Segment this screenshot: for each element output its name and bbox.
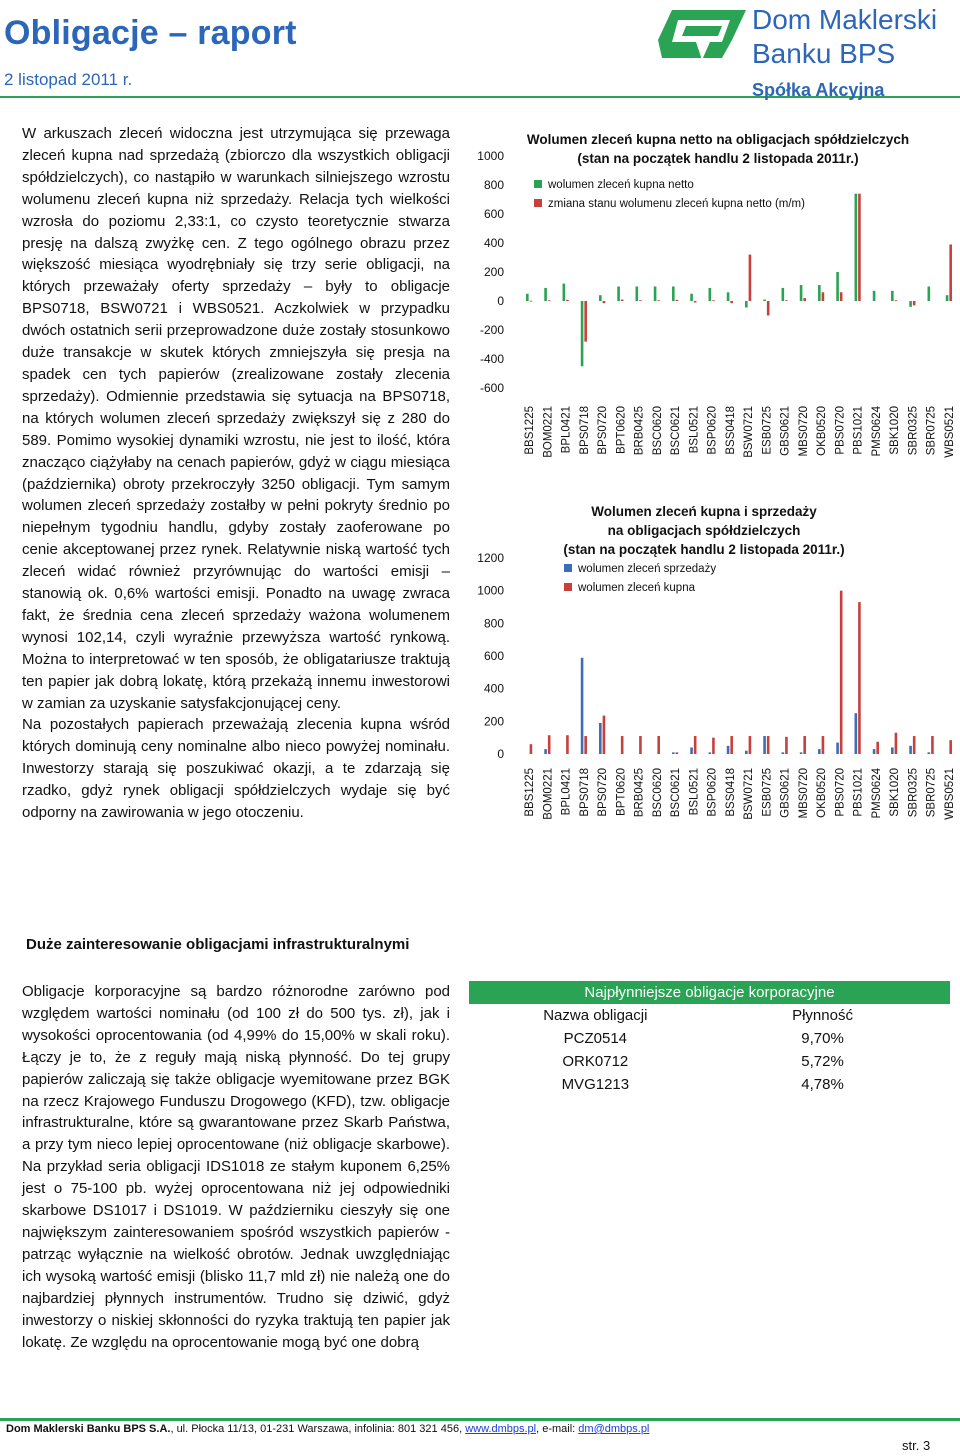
bar (584, 736, 587, 754)
bar (563, 284, 566, 301)
category-label: PMS0624 (870, 768, 883, 819)
page-number: str. 3 (902, 1438, 931, 1453)
category-label: BPT0620 (615, 406, 628, 454)
bar (694, 736, 697, 754)
bar (763, 736, 766, 754)
bar (548, 300, 551, 301)
bond-name: ORK0712 (496, 1050, 695, 1073)
bar (785, 300, 788, 301)
category-label: BSP0620 (706, 768, 719, 817)
bar (803, 736, 806, 754)
bar (603, 716, 606, 754)
category-label: SBK1020 (889, 768, 902, 817)
bar (657, 736, 660, 754)
category-label: WBS0521 (943, 406, 956, 458)
bar (785, 737, 788, 754)
bar (858, 602, 861, 754)
bar (840, 292, 843, 301)
category-label: SBR0325 (907, 406, 920, 456)
legend-label: wolumen zleceń kupna netto (548, 179, 694, 191)
legend-label: zmiana stanu wolumenu zleceń kupna netto (m/m) (548, 198, 805, 210)
category-label: ESB0725 (761, 406, 774, 455)
category-label: ESB0725 (761, 768, 774, 817)
footer-email-link[interactable]: dm@dmbps.pl (578, 1423, 650, 1435)
bar (931, 736, 934, 754)
bond-name: MVG1213 (496, 1073, 695, 1096)
category-label: BSL0521 (688, 768, 701, 816)
bar (544, 288, 547, 301)
category-label: BPL0421 (560, 406, 573, 454)
section-heading: Duże zainteresowanie obligacjami infrastrukturalnymi (26, 936, 410, 953)
bar (712, 738, 715, 754)
footer-email-label: , e-mail: (536, 1423, 579, 1435)
bar (836, 272, 839, 301)
bar (584, 301, 587, 342)
bar (913, 736, 916, 754)
bar (909, 746, 912, 754)
legend-swatch (564, 564, 572, 572)
bar (895, 733, 898, 754)
article-body-upper (22, 123, 450, 824)
category-label: BPL0421 (560, 768, 573, 816)
y-tick-label: 400 (483, 681, 504, 696)
bar (873, 749, 876, 754)
bar (676, 300, 679, 301)
category-label: BRB0425 (633, 406, 646, 456)
category-label: PMS0624 (870, 406, 883, 457)
category-label: PBS0720 (834, 406, 847, 455)
bar (690, 747, 693, 754)
logo-text-line2: Banku BPS (752, 38, 896, 69)
bond-liquidity: 9,70% (695, 1027, 950, 1050)
category-label: BPT0620 (615, 768, 628, 816)
category-label: BPS0720 (597, 768, 610, 817)
legend-swatch (534, 180, 542, 188)
liquidity-table-title: Najpłynniejsze obligacje korporacyjne (469, 981, 950, 1004)
article-body-lower (22, 981, 450, 1353)
chart-subtitle: (stan na początek handlu 2 listopada 2011r.) (577, 151, 859, 166)
net-buy-volume-chart (468, 124, 960, 468)
bar (767, 736, 770, 754)
footer-website-link[interactable]: www.dmbps.pl (465, 1423, 537, 1435)
article-paragraph-3: Obligacje korporacyjne są bardzo różnorodne zarówno pod względem wartości nominału (od 100 zł do 500 tys. zł), jak i wysokości oprocentowania (od 4,99% do 15,00% w skali roku). Łączy je to, że z reguły mają niską płynność. Do tej grupy papierów zaliczają się także obligacje wyemitowane przez BGK na rzecz Krajowego Funduszu Drogowego (KFD), tzw. obligacje infrastrukturalne, które są gwarantowane przez Skarb Państwa, a przy tym nieco lepiej oprocentowane (niż obligacje skarbowe). Na przykład seria obligacji IDS1018 ze stałym kuponem 6,25% jest o 75-100 pb. wyżej oprocentowana niż jej odpowiedniki skarbowe DS1017 i DS1019. W październiku cieszyły się one największym zainteresowaniem spośród wszystkich papierów - patrząc wyłącznie na wielkość obrotów. Jednak uwzględniając ich wysoką wartość emisji (blisko 11,7 mld zł) nie należą one do najbardziej płynnych instrumentów. Trudno się dziwić, gdyż inwestorzy o niskiej skłonności do ryzyka traktują ten papier jak lokatę. Ze względu na oprocentowanie mogą być one dobrą (22, 983, 450, 1351)
category-label: BSW0721 (743, 768, 756, 820)
category-label: BSP0620 (706, 406, 719, 455)
bar (803, 298, 806, 301)
bar (621, 300, 624, 301)
category-label: BSS0418 (724, 768, 737, 817)
table-row (469, 1073, 950, 1096)
bar (782, 752, 785, 754)
bar (928, 287, 931, 302)
chart-title: Wolumen zleceń kupna i sprzedaży (591, 504, 817, 519)
bar (840, 591, 843, 754)
bar (672, 287, 675, 302)
buy-sell-volume-chart (468, 496, 960, 832)
category-label: PBS1021 (852, 768, 865, 817)
category-label: BSW0721 (743, 406, 756, 458)
report-title: Obligacje – raport (4, 14, 297, 52)
bar (836, 743, 839, 754)
bar (727, 746, 730, 754)
category-label: BSC0621 (670, 406, 683, 456)
bar (727, 292, 730, 301)
liquidity-table (469, 981, 950, 1096)
y-tick-label: 0 (497, 747, 504, 761)
bond-name: PCZ0514 (496, 1027, 695, 1050)
bar (654, 287, 657, 302)
y-tick-label: -600 (479, 381, 504, 395)
bar (599, 723, 602, 754)
bar (694, 301, 697, 302)
footer-contact (6, 1423, 649, 1435)
bar (603, 301, 606, 303)
bar (526, 294, 529, 301)
bar (749, 255, 752, 301)
article-paragraph-2: Na pozostałych papierach przeważają zlecenia kupna wśród których dominują ceny nominalne albo nieco powyżej nominału. Inwestorzy starają się poszukiwać okazji, a te zdarzają się rzadko, gdyż rynek obligacji spółdzielczych wydaje się być odporny na zawirowania w jego otoczeniu. (22, 716, 450, 822)
col-header-name: Nazwa obligacji (496, 1004, 695, 1027)
category-label: BPS0718 (578, 406, 591, 455)
category-label: GBS0621 (779, 406, 792, 456)
category-label: BBS1225 (524, 768, 537, 817)
category-label: SBR0725 (925, 406, 938, 456)
bar (730, 736, 733, 754)
bar (639, 300, 642, 301)
y-tick-label: -400 (479, 352, 504, 366)
y-tick-label: 400 (483, 236, 504, 250)
category-label: BSC0620 (651, 406, 664, 456)
chart-subtitle: (stan na początek handlu 2 listopada 2011r.) (563, 542, 845, 557)
bar (909, 301, 912, 307)
y-tick-label: 1200 (477, 551, 504, 565)
bar (544, 749, 547, 754)
table-row (469, 1050, 950, 1073)
logo-mark-icon (658, 10, 746, 60)
bar (599, 295, 602, 301)
chart-subtitle: na obligacjach spółdzielczych (607, 523, 801, 538)
liquidity-table-header (469, 1004, 950, 1027)
bar (818, 749, 821, 754)
bar (672, 752, 675, 754)
report-date: 2 listopad 2011 r. (4, 70, 133, 89)
footer-address: , ul. Płocka 11/13, 01-231 Warszawa, infolinia: 801 321 456, (170, 1423, 466, 1435)
legend-swatch (564, 583, 572, 591)
category-label: PBS1021 (852, 406, 865, 455)
bar (709, 752, 712, 754)
category-label: WBS0521 (943, 768, 956, 820)
bar (949, 244, 952, 301)
y-tick-label: 0 (497, 294, 504, 308)
bar (855, 194, 858, 301)
category-label: BRB0425 (633, 768, 646, 818)
bar (617, 287, 620, 302)
liquidity-table-title-row (469, 981, 950, 1004)
legend-label: wolumen zleceń sprzedaży (578, 563, 717, 575)
category-label: BOM0221 (542, 406, 555, 458)
bar (636, 287, 639, 302)
y-tick-label: 800 (483, 616, 504, 631)
category-label: BBS1225 (524, 406, 537, 455)
bar (581, 301, 584, 366)
legend-swatch (534, 199, 542, 207)
category-label: BSL0521 (688, 406, 701, 454)
bond-liquidity: 5,72% (695, 1050, 950, 1073)
y-tick-label: 200 (483, 265, 504, 279)
category-label: BSC0621 (670, 768, 683, 818)
y-tick-label: 600 (483, 207, 504, 221)
legend-label: wolumen zleceń kupna (578, 582, 695, 594)
logo-text-line3: Spółka Akcyjna (752, 80, 885, 100)
y-tick-label: 1000 (477, 149, 504, 163)
category-label: SBR0325 (907, 768, 920, 818)
bar (891, 747, 894, 754)
bar (891, 291, 894, 301)
logo-text-line1: Dom Maklerski (752, 4, 938, 35)
y-tick-label: -200 (479, 323, 504, 337)
y-tick-label: 600 (483, 649, 504, 663)
category-label: BSS0418 (724, 406, 737, 455)
bar (530, 744, 533, 754)
y-tick-label: 1000 (477, 583, 504, 598)
bar (876, 742, 879, 754)
bar (566, 300, 569, 301)
y-tick-label: 800 (483, 178, 504, 192)
bar (800, 752, 803, 754)
bar (566, 735, 569, 754)
bar (530, 301, 533, 302)
y-tick-label: 200 (483, 714, 504, 729)
bar (818, 285, 821, 301)
bar (639, 736, 642, 754)
category-label: OKB0520 (816, 768, 829, 818)
category-label: BSC0620 (651, 768, 664, 818)
bar (745, 751, 748, 754)
category-label: BOM0221 (542, 768, 555, 820)
bar (657, 300, 660, 301)
category-label: BPS0720 (597, 406, 610, 455)
col-header-liquidity: Płynność (695, 1004, 950, 1027)
bar (767, 301, 770, 316)
chart-title: Wolumen zleceń kupna netto na obligacjach spółdzielczych (526, 132, 910, 147)
article-paragraph-1: W arkuszach zleceń widoczna jest utrzymująca się przewaga zleceń kupna nad sprzedażą (zbiorczo dla wszystkich obligacji spółdzielczych), co nastąpiło w warunkach silniejszego wzrostu wolumenu zleceń kupna niż sprzedaży. Relacja tych wielkości wzrosła do poziomu 2,33:1, co czysto teoretycznie stwarza presję na dalszą zwyżkę cen. Z tego ogólnego obrazu przez większość miesiąca wyodrębniały się trzy serie obligacji, na których przeważały oferty sprzedaży – były to obligacje BPS0718, BSW0721 i WBS0521. Aczkolwiek w przypadku dwóch ostatnich serii przeprowadzone duże zostały stosunkowo duże transakcje w skutek których zmniejszyła się presja na spadek cen tych papierów (zrealizowane zostały zlecenia sprzedaży). Odmiennie przedstawia się sytuacja na BPS0718, na których wolumen zleceń sprzedaży zwiększył się z 280 do 589. Pomimo wysokiej dynamiki wzrostu, nie jest to ilość, która znacząco ciążyłaby na cenach papierów, gdyż w ciągu miesiąca (października) obroty przekroczyły 3250 obligacji. Tym samym wolumen zleceń sprzedaży zostałby w pełni pokryty średnio po niepełnym tygodniu handlu, gdyby zostały zaoferowane po cenie akceptowanej przez rynek. Relatywnie niską wartość tych zleceń widać również przyrównując do wartości emisji – stanowią ok. 0,6% wartości emisji. Ponadto na uwagę zwraca fakt, że średnia cena zleceń sprzedaży ważona wolumenem wynosi 102,14, czyli wyraźnie przewyższa wartość rynkową. Można to interpretować w ten sposób, że obligatariusze traktują ten papier jak dobrą lokatę, którą przekażą innemu inwestorowi w zamian za uzyskanie satysfakcjonującej ceny. (22, 125, 450, 712)
bar (822, 736, 825, 754)
bond-liquidity: 4,78% (695, 1073, 950, 1096)
bar (946, 295, 949, 301)
bar (913, 301, 916, 305)
bar (749, 736, 752, 754)
footer-company: Dom Maklerski Banku BPS S.A. (6, 1423, 171, 1435)
bar (730, 301, 733, 303)
category-label: PBS0720 (834, 768, 847, 817)
bar (621, 736, 624, 754)
category-label: OKB0520 (816, 406, 829, 456)
bar (822, 292, 825, 301)
bar (949, 740, 952, 754)
bar (873, 291, 876, 301)
category-label: MBS0720 (797, 768, 810, 819)
bar (712, 300, 715, 301)
bar (800, 285, 803, 301)
bar (676, 752, 679, 754)
category-label: SBK1020 (889, 406, 902, 455)
bar (858, 194, 861, 301)
bar (581, 658, 584, 754)
footer-divider (0, 1418, 960, 1421)
bar (709, 288, 712, 301)
category-label: MBS0720 (797, 406, 810, 457)
bar (745, 301, 748, 308)
bar (763, 300, 766, 301)
bar (690, 294, 693, 301)
bar (548, 735, 551, 754)
bar (895, 300, 898, 301)
category-label: SBR0725 (925, 768, 938, 818)
category-label: GBS0621 (779, 768, 792, 818)
bar (928, 752, 931, 754)
bar (855, 713, 858, 754)
table-row (469, 1027, 950, 1050)
bar (782, 288, 785, 301)
category-label: BPS0718 (578, 768, 591, 817)
